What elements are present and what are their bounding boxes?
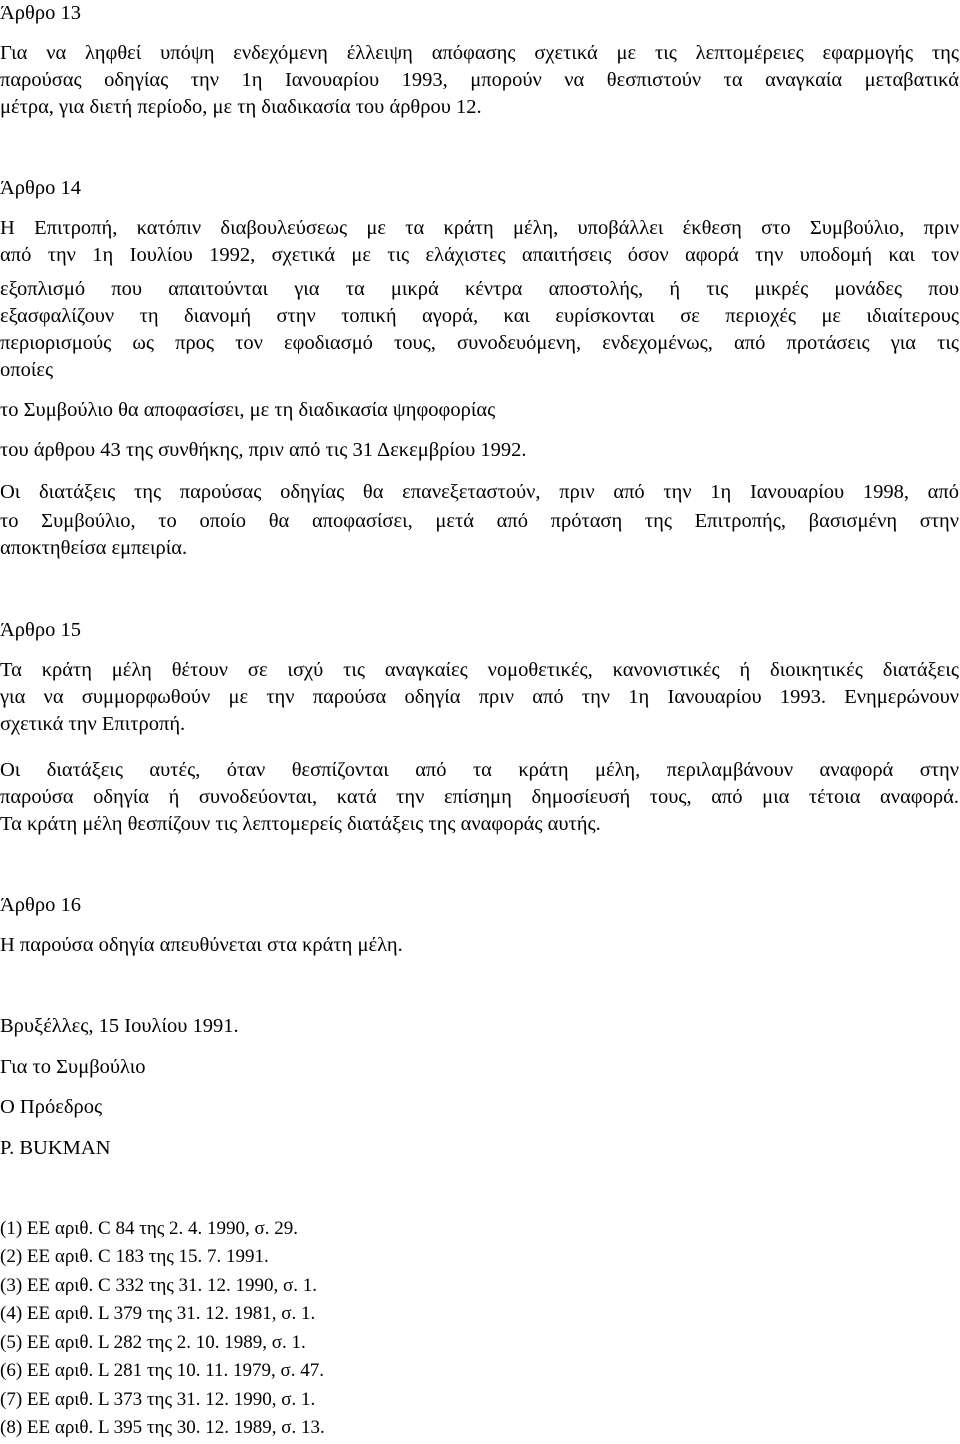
article-13-line: παρούσας οδηγίας την 1η Ιανουαρίου 1993, μπορούν να θεσπιστούν τα αναγκαία μεταβατικά <box>0 69 959 91</box>
footnote: (4) ΕΕ αριθ. L 379 της 31. 12. 1981, σ. 1. <box>0 1303 316 1324</box>
article-14-line: περιορισμούς ως προς τον εφοδιασμό τους, συνοδευόμενη, ενδεχομένως, από προτάσεις για τις <box>0 332 959 354</box>
article-14-line: το Συμβούλιο, το οποίο θα αποφασίσει, μετά από πρόταση της Επιτροπής, βασισμένη στην <box>0 510 959 532</box>
article-15-line: Τα κράτη μέλη θεσπίζουν τις λεπτομερείς διατάξεις της αναφοράς αυτής. <box>0 813 601 835</box>
for-council: Για το Συμβούλιο <box>0 1056 146 1078</box>
article-14-line: το Συμβούλιο θα αποφασίσει, με τη διαδικασία ψηφοφορίας <box>0 399 496 421</box>
article-14-line: Οι διατάξεις της παρούσας οδηγίας θα επανεξεταστούν, πριν από την 1η Ιανουαρίου 1998, από <box>0 481 959 503</box>
article-14-line: Η Επιτροπή, κατόπιν διαβουλεύσεως με τα κράτη μέλη, υποβάλλει έκθεση στο Συμβούλιο, πριν <box>0 217 959 239</box>
footnote: (6) ΕΕ αριθ. L 281 της 10. 11. 1979, σ. 47. <box>0 1360 325 1381</box>
article-13-line: Για να ληφθεί υπόψη ενδεχόμενη έλλειψη απόφασης σχετικά με τις λεπτομέρειες εφαρμογής της <box>0 42 959 64</box>
article-14-line: από την 1η Ιουλίου 1992, σχετικά με τις ελάχιστες απαιτήσεις όσον αφορά την υποδομή και τον <box>0 244 959 266</box>
article-13-heading: Άρθρο 13 <box>0 2 81 24</box>
article-15-line: παρούσα οδηγία ή συνοδεύονται, κατά την επίσημη δημοσίευσή τους, από μια τέτοια αναφορά. <box>0 786 959 808</box>
article-14-line: αποκτηθείσα εμπειρία. <box>0 537 188 559</box>
footnote: (1) ΕΕ αριθ. C 84 της 2. 4. 1990, σ. 29. <box>0 1218 299 1239</box>
article-14-line: του άρθρου 43 της συνθήκης, πριν από τις 31 Δεκεμβρίου 1992. <box>0 439 527 461</box>
footnote: (3) ΕΕ αριθ. C 332 της 31. 12. 1990, σ. 1. <box>0 1275 318 1296</box>
footnote: (8) ΕΕ αριθ. L 395 της 30. 12. 1989, σ. 13. <box>0 1417 325 1438</box>
article-15-line: για να συμμορφωθούν με την παρούσα οδηγία πριν από την 1η Ιανουαρίου 1993. Ενημερώνουν <box>0 686 959 708</box>
article-16-text: Η παρούσα οδηγία απευθύνεται στα κράτη μέλη. <box>0 934 403 956</box>
president-title: Ο Πρόεδρος <box>0 1096 103 1118</box>
article-16-heading: Άρθρο 16 <box>0 894 81 916</box>
article-14-line: οποίες <box>0 359 54 381</box>
article-15-line: Οι διατάξεις αυτές, όταν θεσπίζονται από τα κράτη μέλη, περιλαμβάνουν αναφορά στην <box>0 759 959 781</box>
footnote: (2) ΕΕ αριθ. C 183 της 15. 7. 1991. <box>0 1246 269 1267</box>
article-15-heading: Άρθρο 15 <box>0 619 81 641</box>
article-14-line: εξοπλισμό που απαιτούνται για τα μικρά κέντρα αποστολής, ή τις μικρές μονάδες που <box>0 278 959 300</box>
article-15-line: σχετικά την Επιτροπή. <box>0 713 186 735</box>
footnote: (7) ΕΕ αριθ. L 373 της 31. 12. 1990, σ. 1. <box>0 1389 316 1410</box>
article-14-line: εξασφαλίζουν τη διανομή στην τοπική αγορά, και ευρίσκονται σε περιοχές με ιδιαίτερους <box>0 305 959 327</box>
footnote: (5) ΕΕ αριθ. L 282 της 2. 10. 1989, σ. 1. <box>0 1332 306 1353</box>
place-date: Βρυξέλλες, 15 Ιουλίου 1991. <box>0 1015 239 1037</box>
article-13-line: μέτρα, για διετή περίοδο, με τη διαδικασία του άρθρου 12. <box>0 96 482 118</box>
president-name: P. BUKMAN <box>0 1137 111 1159</box>
article-15-line: Τα κράτη μέλη θέτουν σε ισχύ τις αναγκαίες νομοθετικές, κανονιστικές ή διοικητικές διατάξεις <box>0 659 959 681</box>
article-14-heading: Άρθρο 14 <box>0 177 81 199</box>
